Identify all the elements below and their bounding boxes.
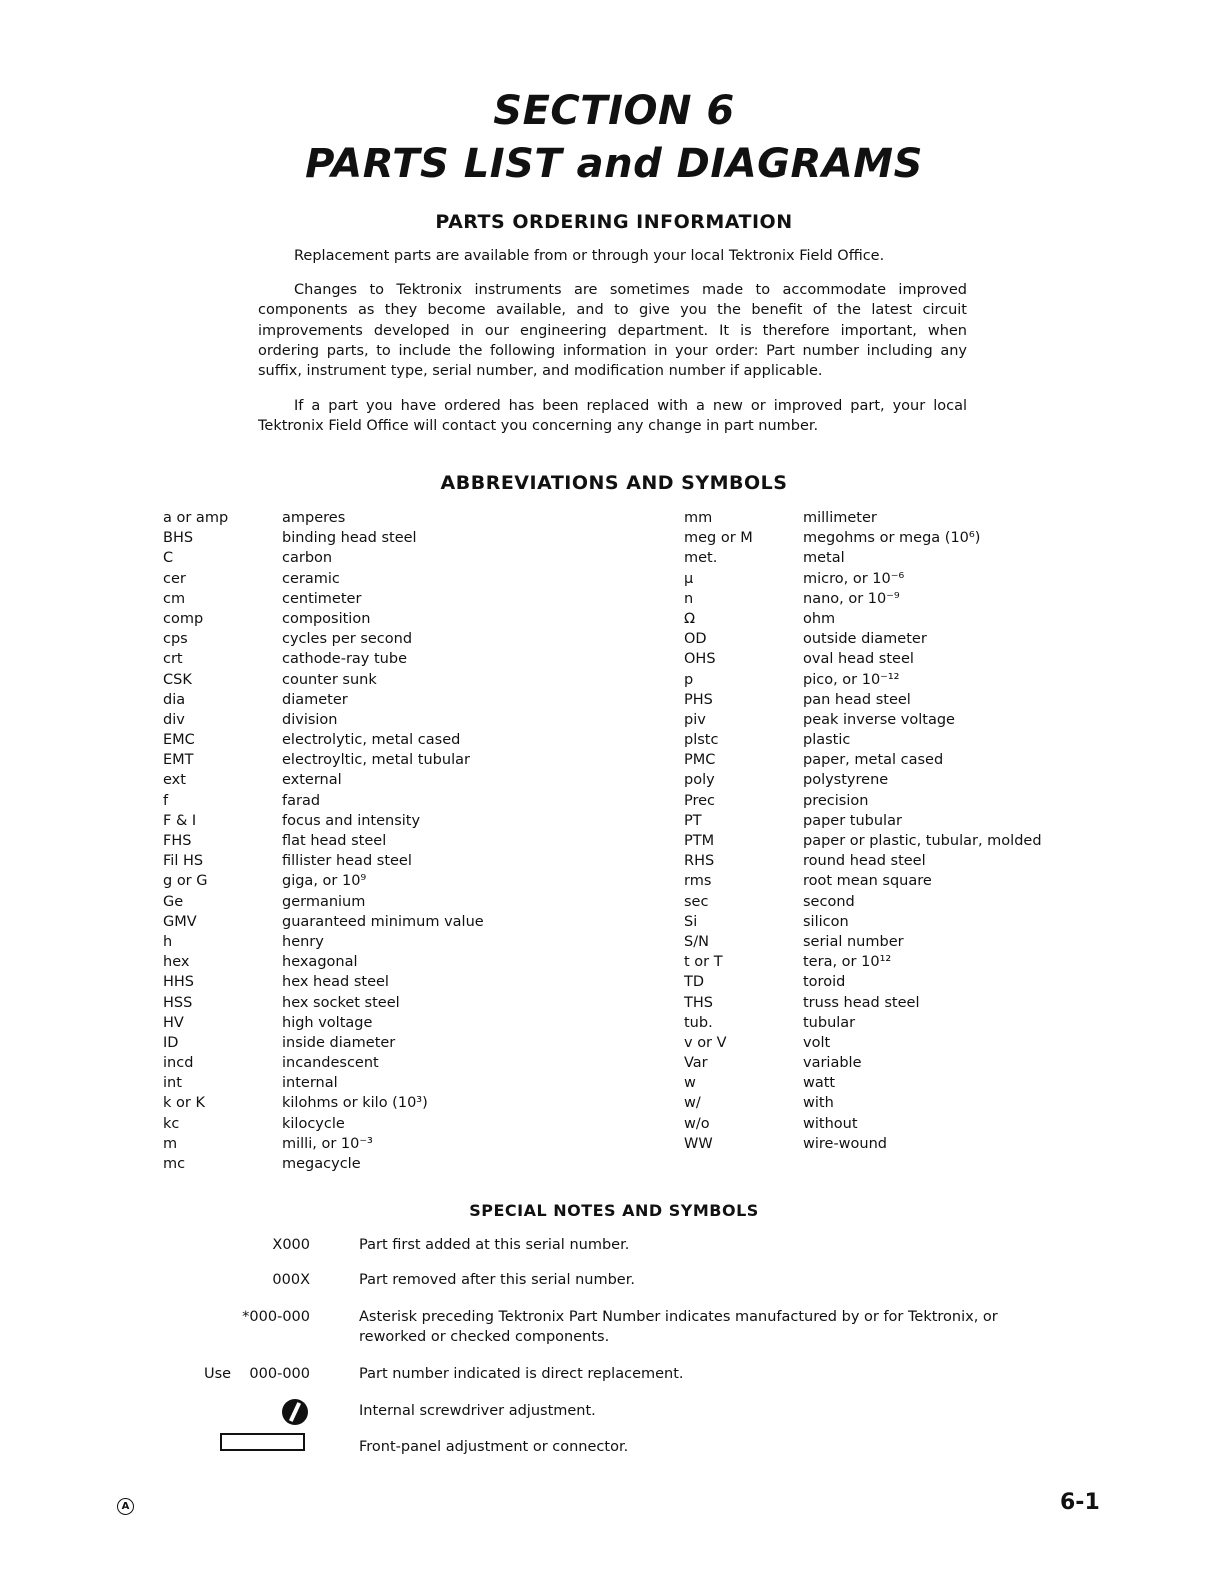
abbreviation-term: WW [684,1135,713,1152]
abbreviation-definition: volt [803,1034,831,1051]
abbreviation-definition: nano, or 10⁻⁹ [803,590,900,607]
abbreviation-definition: with [803,1095,834,1112]
abbreviation-definition: fillister head steel [282,853,412,870]
abbreviation-term: OHS [684,651,716,668]
abbreviation-term: Ω [684,610,696,627]
abbreviation-term: PHS [684,691,713,708]
abbreviation-definition: hex socket steel [282,994,400,1011]
abbreviation-term: mc [163,1156,186,1172]
abbreviation-definition: paper, metal cased [803,752,944,769]
abbreviation-definition: root mean square [803,873,932,890]
abbreviation-definition: internal [282,1075,338,1092]
ordering-paragraph: Changes to Tektronix instruments are sometimes made to accommodate improved components as they become available, and to give you the benefit of the latest circuit improvements developed in our engineering department. It is therefore important, when ordering parts, to include the following information in your order: Part number including any suffix, instrument type, serial number, and modification number if applicable. [258,282,967,380]
abbreviation-term: Ge [163,893,184,910]
abbreviation-definition: counter sunk [282,671,377,688]
abbreviation-term: Var [684,1055,708,1072]
section-subtitle: PARTS LIST and DIAGRAMS [305,141,923,187]
abbreviation-definition: pico, or 10⁻¹² [803,671,900,688]
abbreviation-definition: tubular [803,1014,856,1031]
abbreviation-definition: centimeter [282,590,362,607]
abbreviation-term: BHS [163,530,194,547]
abbreviation-term: w/ [684,1095,701,1112]
abbreviation-term: FHS [163,833,192,849]
abbreviation-definition: ohm [803,610,836,627]
abbreviation-term: g or G [163,873,208,890]
abbreviation-term: OD [684,631,707,648]
abbreviation-definition: focus and intensity [282,812,421,829]
abbreviation-term: hex [163,954,190,971]
abbreviation-term: k or K [163,1095,205,1112]
abbreviation-term: comp [163,610,204,627]
abbreviation-term: kc [163,1115,180,1132]
abbreviation-definition: tera, or 10¹² [803,954,892,971]
abbreviation-definition: peak inverse voltage [803,711,955,728]
page-number: 6-1 [1060,1490,1100,1515]
abbreviation-definition: paper tubular [803,812,902,829]
abbreviation-definition: electrolytic, metal cased [282,732,461,749]
abbreviation-definition: pan head steel [803,691,911,708]
abbreviation-term: p [684,671,694,688]
abbreviation-definition: carbon [282,550,333,567]
abbreviation-definition: ceramic [282,570,340,587]
abbreviation-definition: high voltage [282,1014,373,1031]
special-desc: Front-panel adjustment or connector. [359,1439,629,1455]
special-desc: Asterisk preceding Tektronix Part Number indicates manufactured by or for Tektronix, or reworked or checked components. [359,1309,998,1345]
special-code: *000-000 [242,1309,310,1325]
abbreviation-term: HSS [163,994,193,1011]
abbreviation-definition: megacycle [282,1156,361,1172]
special-code: 000X [272,1272,310,1288]
abbreviation-definition: millimeter [803,510,877,526]
abbreviation-term: cps [163,631,188,648]
abbreviation-definition: hex head steel [282,974,389,991]
ordering-paragraph: If a part you have ordered has been replaced with a new or improved part, your local Tektronix Field Office will contact you concerning any change in part number. [258,398,967,435]
abbreviation-definition: flat head steel [282,833,387,849]
abbreviation-definition: diameter [282,691,348,708]
abbreviation-term: EMC [163,732,195,749]
abbreviation-definition: farad [282,792,321,809]
abbreviation-term: incd [163,1055,194,1072]
abbreviation-definition: outside diameter [803,631,927,648]
abbreviation-definition: kilohms or kilo (10³) [282,1095,428,1112]
abbreviation-definition: watt [803,1075,836,1092]
abbreviation-term: met. [684,550,718,567]
special-prefix: Use [204,1366,232,1382]
abbreviation-term: a or amp [163,510,229,526]
abbreviation-term: tub. [684,1014,713,1031]
abbreviation-term: cer [163,570,186,587]
abbreviation-term: sec [684,893,709,910]
abbreviation-definition: wire-wound [803,1135,887,1152]
abbreviation-term: w/o [684,1115,710,1132]
abbreviation-definition: megohms or mega (10⁶) [803,530,981,547]
abbreviation-definition: micro, or 10⁻⁶ [803,570,905,587]
abbreviation-definition: toroid [803,974,846,991]
abbreviation-definition: division [282,711,338,728]
abbreviation-definition: external [282,772,342,789]
abbreviation-term: f [163,792,169,809]
section-title: SECTION 6 [493,88,735,134]
abbreviation-term: t or T [684,954,723,971]
abbreviation-term: GMV [163,913,197,930]
abbreviation-term: crt [163,651,183,668]
abbreviation-term: m [163,1135,178,1152]
abbreviation-term: v or V [684,1034,727,1051]
special-notes-heading: SPECIAL NOTES AND SYMBOLS [469,1201,759,1220]
abbreviation-definition: paper or plastic, tubular, molded [803,833,1042,849]
abbreviation-definition: cycles per second [282,631,413,648]
abbreviation-term: S/N [684,933,709,950]
abbreviation-term: EMT [163,752,194,769]
abbreviation-definition: inside diameter [282,1034,396,1051]
abbreviation-definition: germanium [282,893,366,910]
abbreviation-definition: second [803,893,855,910]
abbreviation-term: ID [163,1034,179,1051]
abbreviation-term: THS [684,994,713,1011]
special-desc: Internal screwdriver adjustment. [359,1403,596,1419]
abbreviation-term: ext [163,772,186,789]
abbreviation-definition: metal [803,550,845,567]
abbreviation-term: w [684,1075,696,1092]
abbreviation-definition: oval head steel [803,651,914,668]
abbreviation-definition: amperes [282,510,346,526]
abbreviation-definition: giga, or 10⁹ [282,873,367,890]
abbreviation-definition: round head steel [803,853,926,870]
revision-mark: A [117,1498,134,1515]
abbreviation-definition: binding head steel [282,530,417,547]
abbreviation-term: CSK [163,671,192,688]
abbreviation-term: PMC [684,752,716,769]
front-panel-icon [220,1433,305,1451]
abbreviation-definition: composition [282,610,371,627]
abbreviation-term: C [163,550,174,567]
abbreviation-term: meg or M [684,530,753,547]
abbreviation-term: piv [684,711,706,728]
abbreviation-term: int [163,1075,182,1092]
abbreviation-term: mm [684,510,713,526]
abbreviation-term: Fil HS [163,853,204,870]
abbreviation-definition: without [803,1115,858,1132]
ordering-heading: PARTS ORDERING INFORMATION [435,211,793,233]
abbreviation-definition: guaranteed minimum value [282,913,484,930]
abbreviation-term: Prec [684,792,716,809]
abbreviation-term: PT [684,812,702,829]
special-code: 000-000 [249,1366,310,1382]
abbreviation-term: HHS [163,974,195,991]
abbreviation-definition: electroyltic, metal tubular [282,752,470,769]
abbreviation-term: HV [163,1014,184,1031]
special-desc: Part removed after this serial number. [359,1272,635,1288]
abbreviation-definition: cathode-ray tube [282,651,407,668]
abbreviation-definition: hexagonal [282,954,358,971]
abbreviation-definition: precision [803,792,869,809]
abbreviation-definition: silicon [803,913,849,930]
abbreviation-term: div [163,711,185,728]
abbreviation-definition: kilocycle [282,1115,345,1132]
abbreviation-term: poly [684,772,715,789]
abbreviation-definition: variable [803,1055,862,1072]
special-desc: Part first added at this serial number. [359,1237,630,1253]
abbreviation-definition: plastic [803,732,851,749]
abbreviation-definition: serial number [803,933,904,950]
abbreviation-term: RHS [684,853,715,870]
special-code: X000 [272,1237,310,1253]
abbreviation-term: TD [684,974,705,991]
abbreviations-heading: ABBREVIATIONS AND SYMBOLS [440,472,788,494]
abbreviation-term: rms [684,873,712,890]
abbreviation-term: cm [163,590,186,607]
abbreviation-definition: milli, or 10⁻³ [282,1135,373,1152]
abbreviation-term: Si [684,913,698,930]
abbreviation-term: F & I [163,812,197,829]
abbreviation-term: dia [163,691,186,708]
screwdriver-adjustment-icon [282,1399,308,1425]
abbreviation-term: µ [684,570,694,587]
abbreviation-definition: henry [282,933,324,950]
abbreviation-definition: truss head steel [803,994,920,1011]
abbreviation-term: h [163,933,173,950]
abbreviation-term: plstc [684,732,719,749]
abbreviation-definition: polystyrene [803,772,889,789]
abbreviation-definition: incandescent [282,1055,379,1072]
ordering-paragraph: Replacement parts are available from or through your local Tektronix Field Office. [294,248,885,264]
special-desc: Part number indicated is direct replacement. [359,1366,684,1382]
abbreviation-term: PTM [684,833,715,849]
abbreviation-term: n [684,590,694,607]
